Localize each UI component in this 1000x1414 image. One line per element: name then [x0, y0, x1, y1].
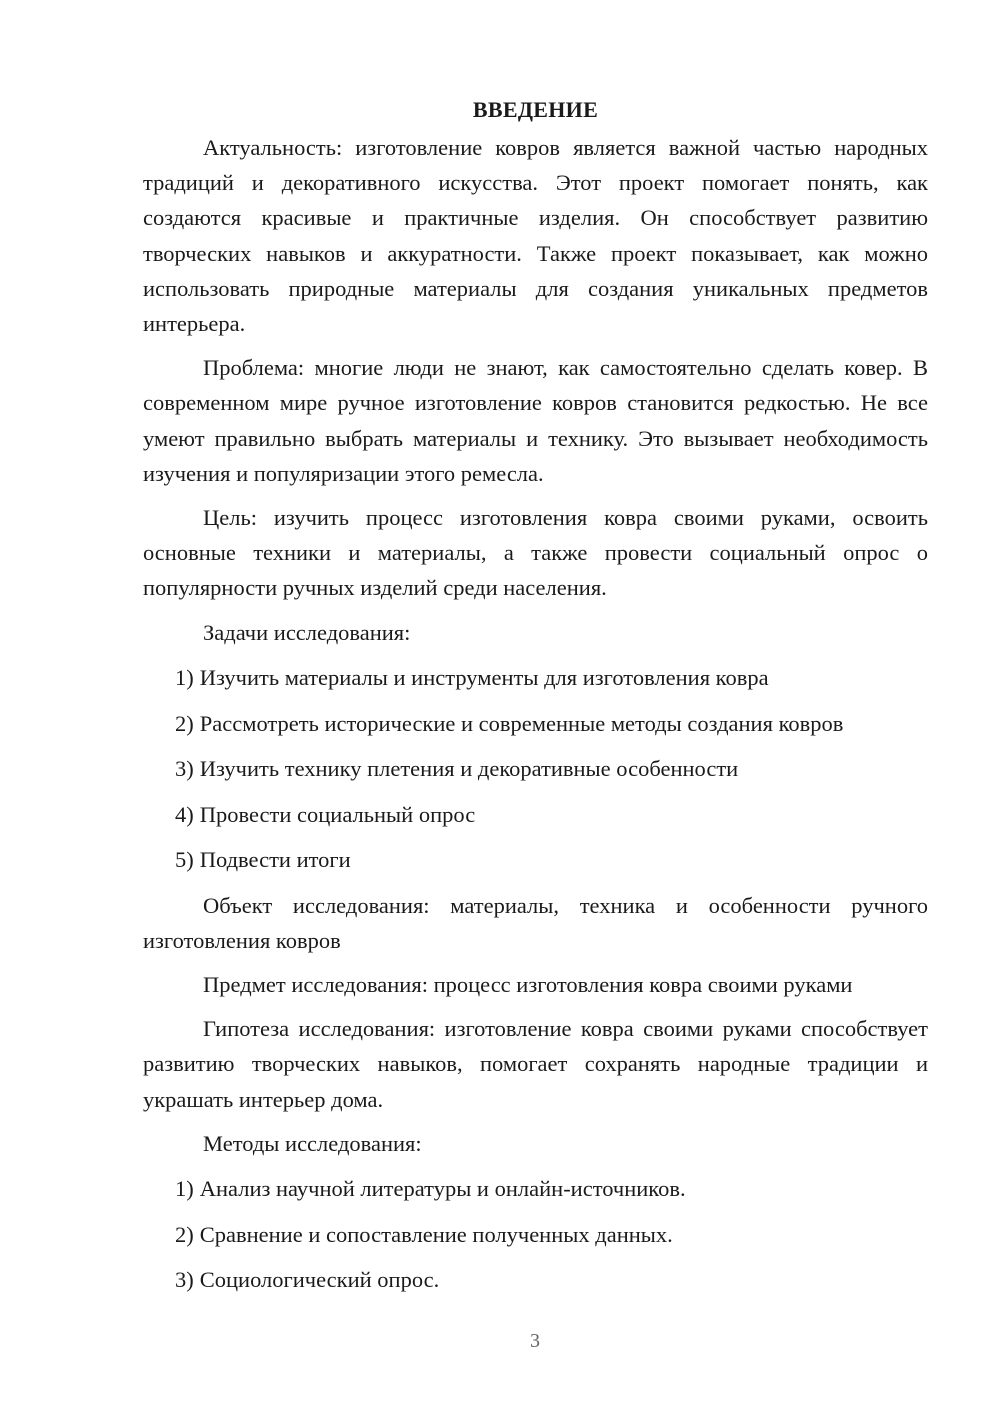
list-item-text: Изучить материалы и инструменты для изготовления ковра: [199, 665, 769, 691]
tasks-label: Задачи исследования:: [203, 619, 411, 645]
list-item-number: 5): [175, 847, 194, 873]
list-item-text: Провести социальный опрос: [199, 801, 476, 827]
list-item: [143, 706, 928, 742]
relevance-paragraph: Актуальность: изготовление ковров является важной частью народных традиций и декоративного искусства. Этот проект помогает понять, как создаются красивые и практичные изделия. Он способствует развитию творческих навыков и аккуратности. Также проект показывает, как можно использовать природные материалы для создания уникальных предметов интерьера.: [143, 135, 928, 337]
list-item: [143, 797, 928, 833]
list-item-number: 2): [175, 710, 194, 736]
page-title: ВВЕДЕНИЕ: [472, 97, 599, 122]
list-item-number: 3): [175, 1267, 194, 1293]
list-item-text: Подвести итоги: [199, 847, 351, 873]
object-paragraph: Объект исследования: материалы, техника и особенности ручного изготовления ковров: [143, 892, 928, 953]
list-item-text: Сравнение и сопоставление полученных данных.: [199, 1221, 673, 1247]
goal-paragraph: Цель: изучить процесс изготовления ковра своими руками, освоить основные техники и материалы, а также провести социальный опрос о популярности ручных изделий среди населения.: [143, 505, 928, 601]
list-item-text: Рассмотреть исторические и современные методы создания ковров: [199, 710, 844, 736]
list-item-number: 1): [175, 665, 194, 691]
list-item-text: Анализ научной литературы и онлайн-источников.: [199, 1176, 686, 1202]
list-item-number: 2): [175, 1221, 194, 1247]
list-item-number: 1): [175, 1176, 194, 1202]
list-item-text: Социологический опрос.: [199, 1267, 440, 1293]
hypothesis-paragraph: Гипотеза исследования: изготовление ковра своими руками способствует развитию творческих навыков, помогает сохранять народные традиции и украшать интерьер дома.: [143, 1016, 928, 1112]
list-item: [143, 842, 928, 878]
document-page: [143, 92, 928, 1308]
list-item: [143, 1217, 928, 1253]
list-item-number: 4): [175, 801, 194, 827]
list-item: [143, 1262, 928, 1298]
tasks-list: [143, 660, 928, 878]
list-item: [143, 660, 928, 696]
list-item: [143, 751, 928, 787]
problem-paragraph: Проблема: многие люди не знают, как самостоятельно сделать ковер. В современном мире ручное изготовление ковров становится редкостью. Не все умеют правильно выбрать материалы и технику. Это вызывает необходимость изучения и популяризации этого ремесла.: [143, 355, 928, 486]
list-item: [143, 1171, 928, 1207]
methods-label: Методы исследования:: [203, 1130, 422, 1156]
list-item-number: 3): [175, 756, 194, 782]
page-number: 3: [530, 1330, 540, 1352]
methods-list: [143, 1171, 928, 1298]
list-item-text: Изучить технику плетения и декоративные особенности: [199, 756, 739, 782]
subject-paragraph: Предмет исследования: процесс изготовления ковра своими руками: [203, 972, 853, 998]
